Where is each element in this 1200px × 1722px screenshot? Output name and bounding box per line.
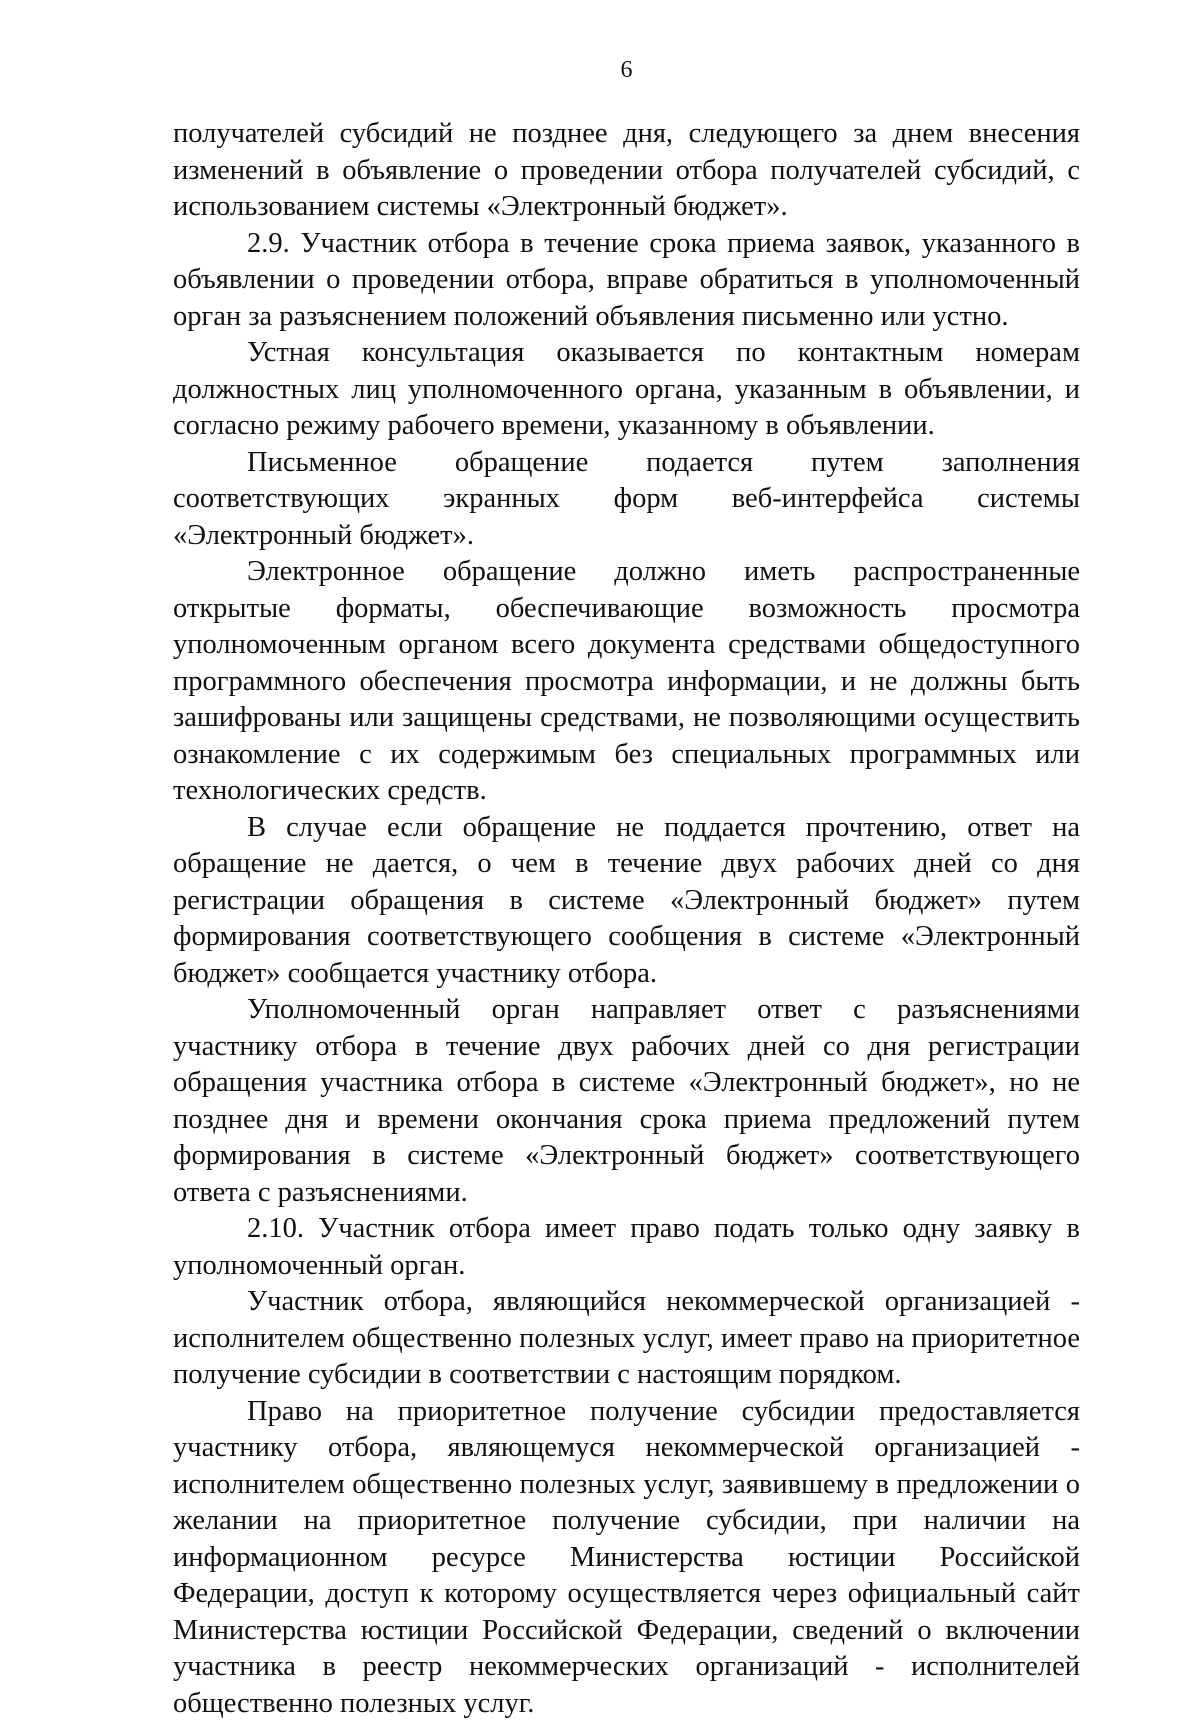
paragraph-response: Уполномоченный орган направляет ответ с разъяснениями участнику отбора в течение двух рабочих дней со дня регистрации обращения участника отбора в системе «Электронный бюджет», но не позднее дня и времени окончания срока приема предложений путем формирования в системе «Электронный бюджет» соответствующего ответа с разъяснениями. [173,992,1080,1211]
paragraph-priority-right: Участник отбора, являющийся некоммерческой организацией - исполнителем общественно полезных услуг, имеет право на приоритетное получение субсидии в соответствии с настоящим порядком. [173,1284,1080,1394]
paragraph-unreadable-request: В случае если обращение не поддается прочтению, ответ на обращение не дается, о чем в течение двух рабочих дней со дня регистрации обращения в системе «Электронный бюджет» путем формирования соответствующего сообщения в системе «Электронный бюджет» сообщается участнику отбора. [173,810,1080,993]
paragraph-oral-consultation: Устная консультация оказывается по контактным номерам должностных лиц уполномоченного органа, указанным в объявлении, и согласно режиму рабочего времени, указанному в объявлении. [173,335,1080,445]
paragraph-2-10: 2.10. Участник отбора имеет право подать только одну заявку в уполномоченный орган. [173,1211,1080,1284]
paragraph-2-9: 2.9. Участник отбора в течение срока приема заявок, указанного в объявлении о проведении отбора, вправе обратиться в уполномоченный орган за разъяснением положений объявления письменно или устно. [173,226,1080,336]
paragraph-written-request: Письменное обращение подается путем заполнения соответствующих экранных форм веб-интерфейса системы «Электронный бюджет». [173,445,1080,555]
paragraph-continuation: получателей субсидий не позднее дня, следующего за днем внесения изменений в объявление о проведении отбора получателей субсидий, с использованием системы «Электронный бюджет». [173,116,1080,226]
document-body [173,116,1080,1722]
page-number: 6 [173,56,1080,84]
paragraph-electronic-request: Электронное обращение должно иметь распространенные открытые форматы, обеспечивающие возможность просмотра уполномоченным органом всего документа средствами общедоступного программного обеспечения просмотра информации, и не должны быть зашифрованы или защищены средствами, не позволяющими осуществить ознакомление с их содержимым без специальных программных или технологических средств. [173,554,1080,810]
paragraph-priority-conditions: Право на приоритетное получение субсидии предоставляется участнику отбора, являющемуся некоммерческой организацией - исполнителем общественно полезных услуг, заявившему в предложении о желании на приоритетное получение субсидии, при наличии на информационном ресурсе Министерства юстиции Российской Федерации, доступ к которому осуществляется через официальный сайт Министерства юстиции Российской Федерации, сведений о включении участника в реестр некоммерческих организаций - исполнителей общественно полезных услуг. [173,1394,1080,1722]
